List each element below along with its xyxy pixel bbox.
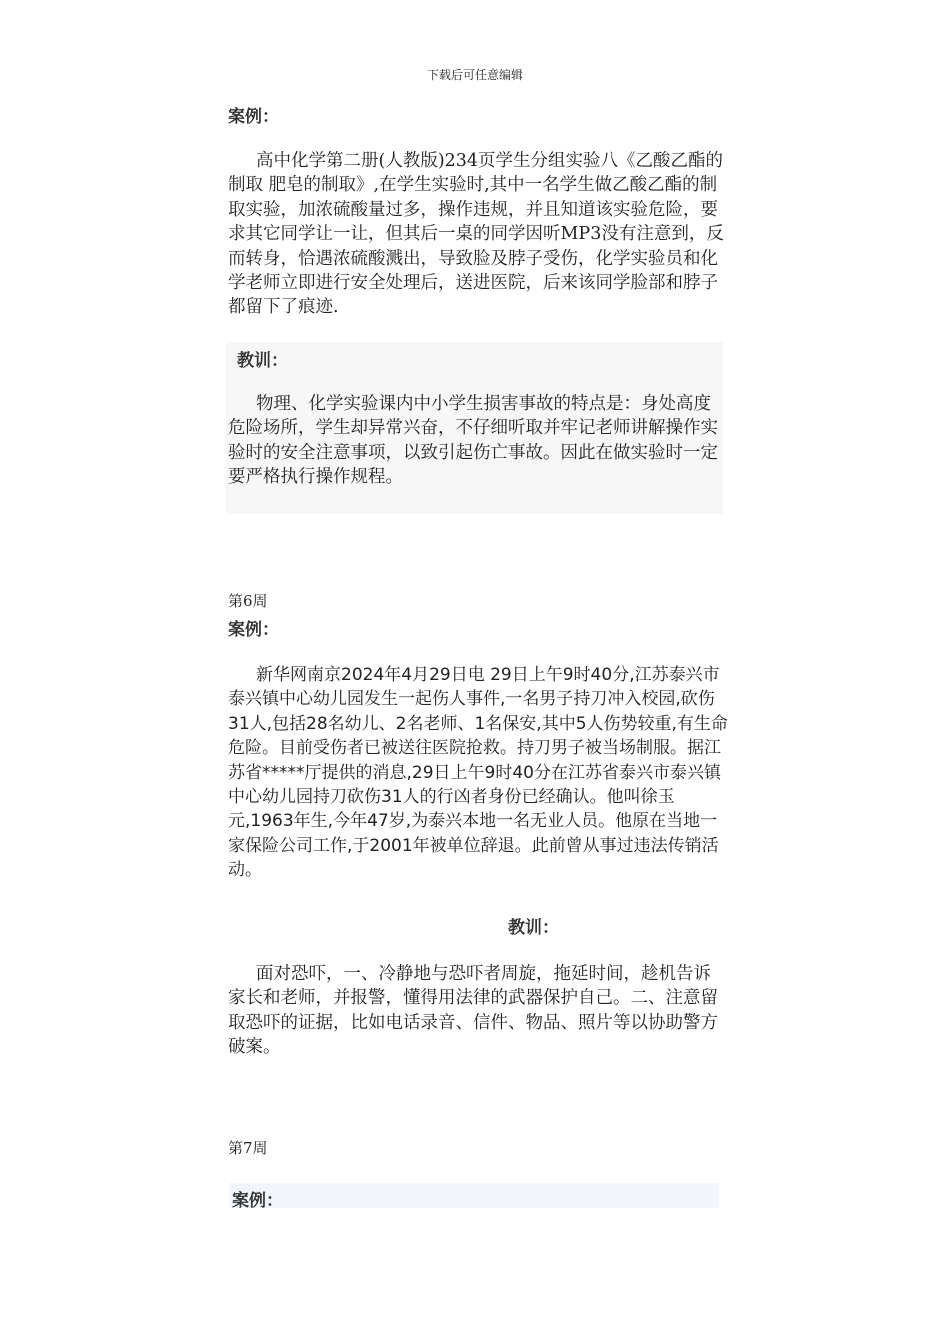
lesson-label-1: 教训：	[237, 351, 288, 371]
case-label-2: 案例：	[228, 620, 279, 640]
week-6-heading: 第6周	[228, 592, 268, 610]
case-label-1: 案例：	[228, 107, 279, 127]
lesson-text-1: 物理、化学实验课内中小学生损害事故的特点是：身处高度危险场所，学生却异常兴奋，不仔细听取并牢记老师讲解操作实验时的安全注意事项，以致引起伤亡事故。因此在做实验时一定要严格执行操作规程。	[228, 394, 718, 488]
week-7-heading: 第7周	[228, 1139, 268, 1157]
case-text-1: 高中化学第二册(人教版)234页学生分组实验八《乙酸乙酯的制取 肥皂的制取》,在学生实验时,其中一名学生做乙酸乙酯的制取实验，加浓硫酸量过多，操作违规，并且知道该实验危险，要求其它同学让一让，但其后一桌的同学因听MP3没有注意到，反而转身，恰遇浓硫酸溅出，导致脸及脖子受伤，化学实验员和化学老师立即进行安全处理后，送进医院，后来该同学脸部和脖子都留下了痕迹.	[228, 151, 724, 318]
lesson-text-2: 面对恐吓，一、冷静地与恐吓者周旋，拖延时间，趁机告诉家长和老师，并报警，懂得用法律的武器保护自己。二、注意留取恐吓的证据，比如电话录音、信件、物品、照片等以协助警方破案。	[228, 964, 718, 1058]
case-label-3: 案例：	[232, 1191, 283, 1211]
case-bar-3	[229, 1183, 719, 1208]
case-text-2: 新华网南京2024年4月29日电 29日上午9时40分,江苏泰兴市泰兴镇中心幼儿园发生一起伤人事件,一名男子持刀冲入校园,砍伤31人,包括28名幼儿、2名老师、1名保安,其中5人伤势较重,有生命危险。目前受伤者已被送往医院抢救。持刀男子被当场制服。据江苏省*****厅提供的消息,29日上午9时40分在江苏省泰兴市泰兴镇中心幼儿园持刀砍伤31人的行凶者身份已经确认。他叫徐玉元,1963年生,今年47岁,为泰兴本地一名无业人员。他原在当地一家保险公司工作,于2001年被单位辞退。此前曾从事过违法传销活动。	[228, 665, 728, 881]
page-header-note: 下载后可任意编辑	[426, 68, 523, 82]
lesson-label-2: 教训：	[508, 918, 559, 938]
